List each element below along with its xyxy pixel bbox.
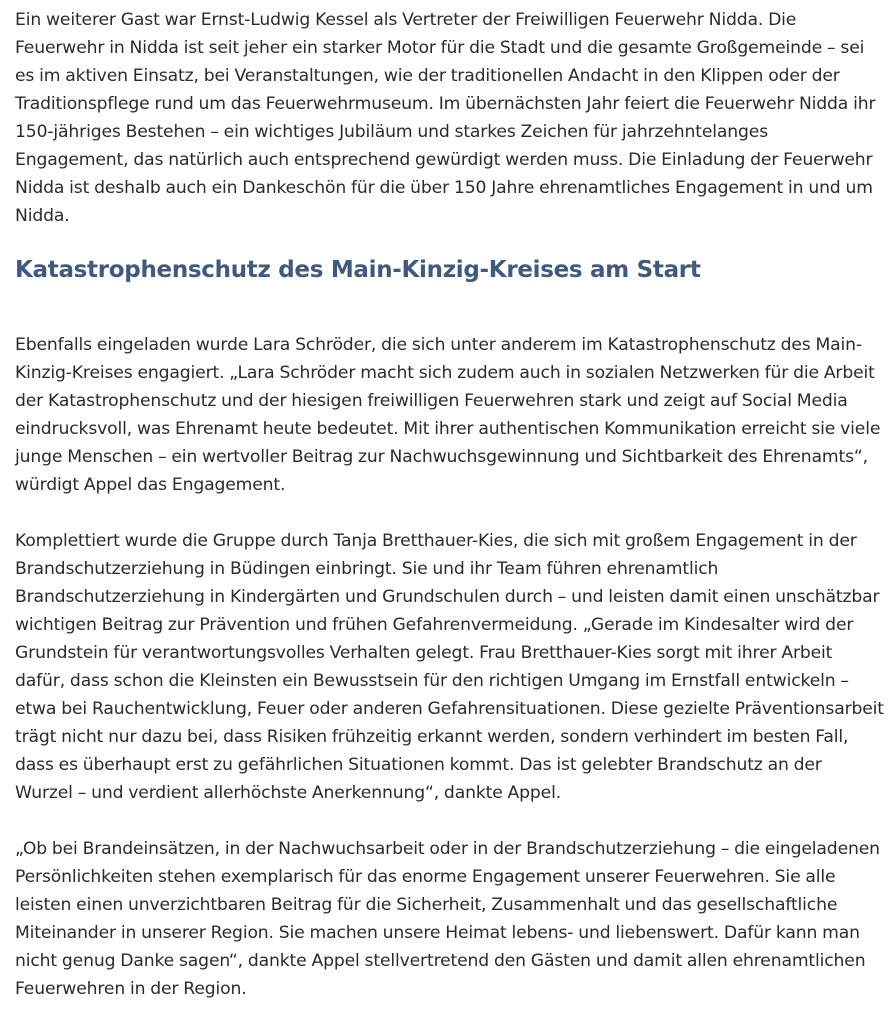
article-paragraph-bretthauer-kies: Komplettiert wurde die Gruppe durch Tanja Bretthauer-Kies, die sich mit großem Engagement in der Brandschutzerziehung in Büdingen einbringt. Sie und ihr Team führen ehrenamtlich Brandschutzerziehung in Kindergärten und Grundschulen durch – und leisten damit einen unschätzbar wichtigen Beitrag zur Prävention und frühen Gefahrenvermeidung. „Gerade im Kindesalter wird der Grundstein für verantwortungsvolles Verhalten gelegt. Frau Bretthauer-Kies sorgt mit ihrer Arbeit dafür, dass schon die Kleinsten ein Bewusstsein für den richtigen Umgang im Ernstfall entwickeln – etwa bei Rauchentwicklung, Feuer oder anderen Gefahrensituationen. Diese gezielte Präventionsarbeit trägt nicht nur dazu bei, dass Risiken frühzeitig erkannt werden, sondern verhindert im besten Fall, dass es überhaupt erst zu gefährlichen Situationen kommt. Das ist gelebter Brandschutz an der Wurzel – und verdient allerhöchste Anerkennung“, dankte Appel. — [15, 531, 884, 803]
article-paragraph-closing-quote: „Ob bei Brandeinsätzen, in der Nachwuchsarbeit oder in der Brandschutzerziehung – die eingeladenen Persönlichkeiten stehen exemplarisch für das enorme Engagement unserer Feuerwehren. Sie alle leisten einen unverzichtbaren Beitrag für die Sicherheit, Zusammenhalt und das gesellschaftliche Miteinander in unserer Region. Sie machen unsere Heimat lebens- und liebenswert. Dafür kann man nicht genug Danke sagen“, dankte Appel stellvertretend den Gästen und damit allen ehrenamtlichen Feuerwehren in der Region. — [15, 839, 880, 999]
article-paragraph-kessel: Ein weiterer Gast war Ernst-Ludwig Kessel als Vertreter der Freiwilligen Feuerwehr Nidda. Die Feuerwehr in Nidda ist seit jeher ein starker Motor für die Stadt und die gesamte Großgemeinde – sei es im aktiven Einsatz, bei Veranstaltungen, wie der traditionellen Andacht in den Klippen oder der Traditionspflege rund um das Feuerwehrmuseum. Im übernächsten Jahr feiert die Feuerwehr Nidda ihr 150-jähriges Bestehen – ein wichtiges Jubiläum und starkes Zeichen für jahrzehntelanges Engagement, das natürlich auch entsprechend gewürdigt werden muss. Die Einladung der Feuerwehr Nidda ist deshalb auch ein Dankeschön für die über 150 Jahre ehrenamtliches Engagement in und um Nidda. — [15, 10, 876, 226]
article-paragraph-schroeder: Ebenfalls eingeladen wurde Lara Schröder, die sich unter anderem im Katastrophenschutz des Main-Kinzig-Kreises engagiert. „Lara Schröder macht sich zudem auch in sozialen Netzwerken für die Arbeit der Katastrophenschutz und der hiesigen freiwilligen Feuerwehren stark und zeigt auf Social Media eindrucksvoll, was Ehrenamt heute bedeutet. Mit ihrer authentischen Kommunikation erreicht sie viele junge Menschen – ein wertvoller Beitrag zur Nachwuchsgewinnung und Sichtbarkeit des Ehrenamts“, würdigt Appel das Engagement. — [15, 335, 881, 495]
section-heading: Katastrophenschutz des Main-Kinzig-Kreises am Start — [15, 257, 701, 283]
